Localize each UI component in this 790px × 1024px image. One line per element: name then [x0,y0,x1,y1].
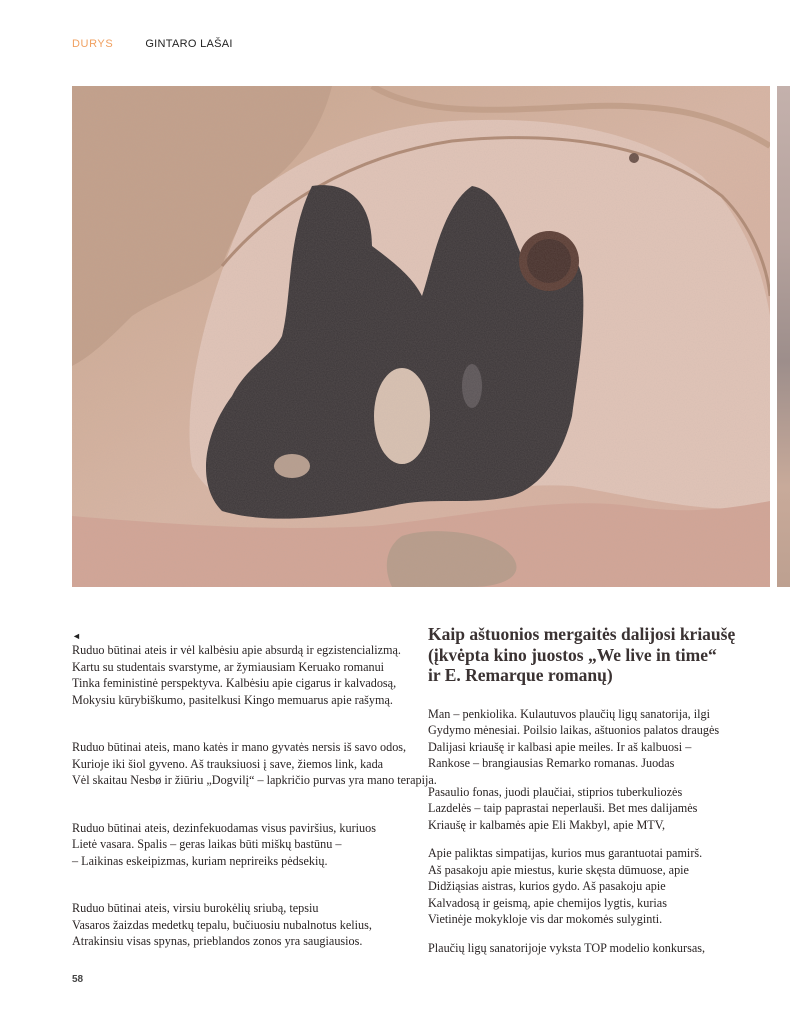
poem-line: Ruduo būtinai ateis ir vėl kalbėsiu apie absurdą ir egzistencializmą. [72,643,401,657]
stanza [72,900,412,950]
poem-title-line: (įkvėpta kino juostos „We live in time“ [428,644,717,665]
poem-line: Vasaros žaizdas medetkų tepalu, bučiuosiu nubalnotus kelius, [72,917,372,932]
triangle-left-icon: ◄ [72,631,81,641]
running-header [72,38,233,50]
poem-line: Man – penkiolika. Kulautuvos plaučių ligų sanatorija, ilgi [428,706,710,721]
stanza [428,784,768,834]
adjacent-page-photo-edge [777,86,790,587]
page-number: 58 [72,974,84,985]
poem-line: Kartu su studentais svarstyme, ar žymiausiam Keruako romanui [72,659,385,674]
poem-line: Kriaušę ir kalbamės apie Eli Makbyl, apie MTV, [428,817,666,832]
poem-line: Didžiąsias aistras, kurios gydo. Aš pasakoju apie [428,879,666,893]
poem-line: Lazdelės – taip paprastai neperlauši. Bet mes dalijamės [428,801,698,815]
poem-line: Ruduo būtinai ateis, dezinfekuodamas visus paviršius, kuriuos [72,820,376,835]
poem-line: Kurioje iki šiol gyveno. Aš trauksiuosi į save, žiemos link, kada [72,756,384,771]
poem-line: Mokysiu kūrybiškumo, pasitelkusi Kingo memuarus apie rašymą. [72,692,393,707]
poem-line: Vėl skaitau Nesbø ir žiūriu „Dogvilį“ – lapkričio purvas yra mano terapija. [72,773,437,787]
poem-line: Plaučių ligų sanatorijoje vyksta TOP modelio konkursas, [428,940,706,955]
stanza [72,642,412,708]
poem-line: Ruduo būtinai ateis, virsiu burokėlių sriubą, tepsiu [72,901,319,915]
section-label: DURYS [72,38,114,50]
author-name: GINTARO LAŠAI [145,38,233,50]
poem-line: Vietinėje mokykloje vis dar mokomės sulyginti. [428,912,663,926]
poem-line: Gydymo mėnesiai. Poilsio laikas, aštuonios palatos draugės [428,723,720,737]
poem-line: Rankose – brangiausias Remarko romanas. Juodas [428,756,675,770]
poem-line: Aš pasakoju apie miestus, kurie skęsta dūmuose, apie [428,862,689,877]
stanza [428,845,768,928]
poem-line: Dalijasi kriaušę ir kalbasi apie meiles. Ir aš kalbuosi – [428,739,692,754]
poem-line: Ruduo būtinai ateis, mano katės ir mano gyvatės nersis iš savo odos, [72,740,407,754]
wall-photo-illustration [72,86,770,587]
poem-line: Lietė vasara. Spalis – geras laikas būti miškų bastūnu – [72,837,342,851]
stanza [72,739,437,789]
poem-line: Atrakinsiu visas spynas, prieblandos zonos yra saugiausios. [72,934,363,948]
poem-line: Tinka feministinė perspektyva. Kalbėsiu apie cigarus ir kalvadosą, [72,676,397,690]
stanza [428,706,768,772]
stanza [72,820,412,870]
poem-line: Kalvadosą ir geismą, apie chemijos lygtis, kurias [428,895,667,910]
poem-line: – Laikinas eskeipizmas, kuriam neprireiks pėdsekių. [72,853,328,868]
poem-title-line: Kaip aštuonios mergaitės dalijosi kriaušę [428,624,736,644]
poem-line: Apie paliktas simpatijas, kurios mus garantuotai pamirš. [428,846,703,860]
stanza [428,940,768,957]
poem-line: Pasaulio fonas, juodi plaučiai, stiprios tuberkuliozės [428,784,683,799]
poem-title-line: ir E. Remarque romanų) [428,665,613,685]
poem-title [428,624,768,686]
left-column-poem [72,630,437,981]
right-column-poem [428,624,768,968]
wall-photo [72,86,770,587]
